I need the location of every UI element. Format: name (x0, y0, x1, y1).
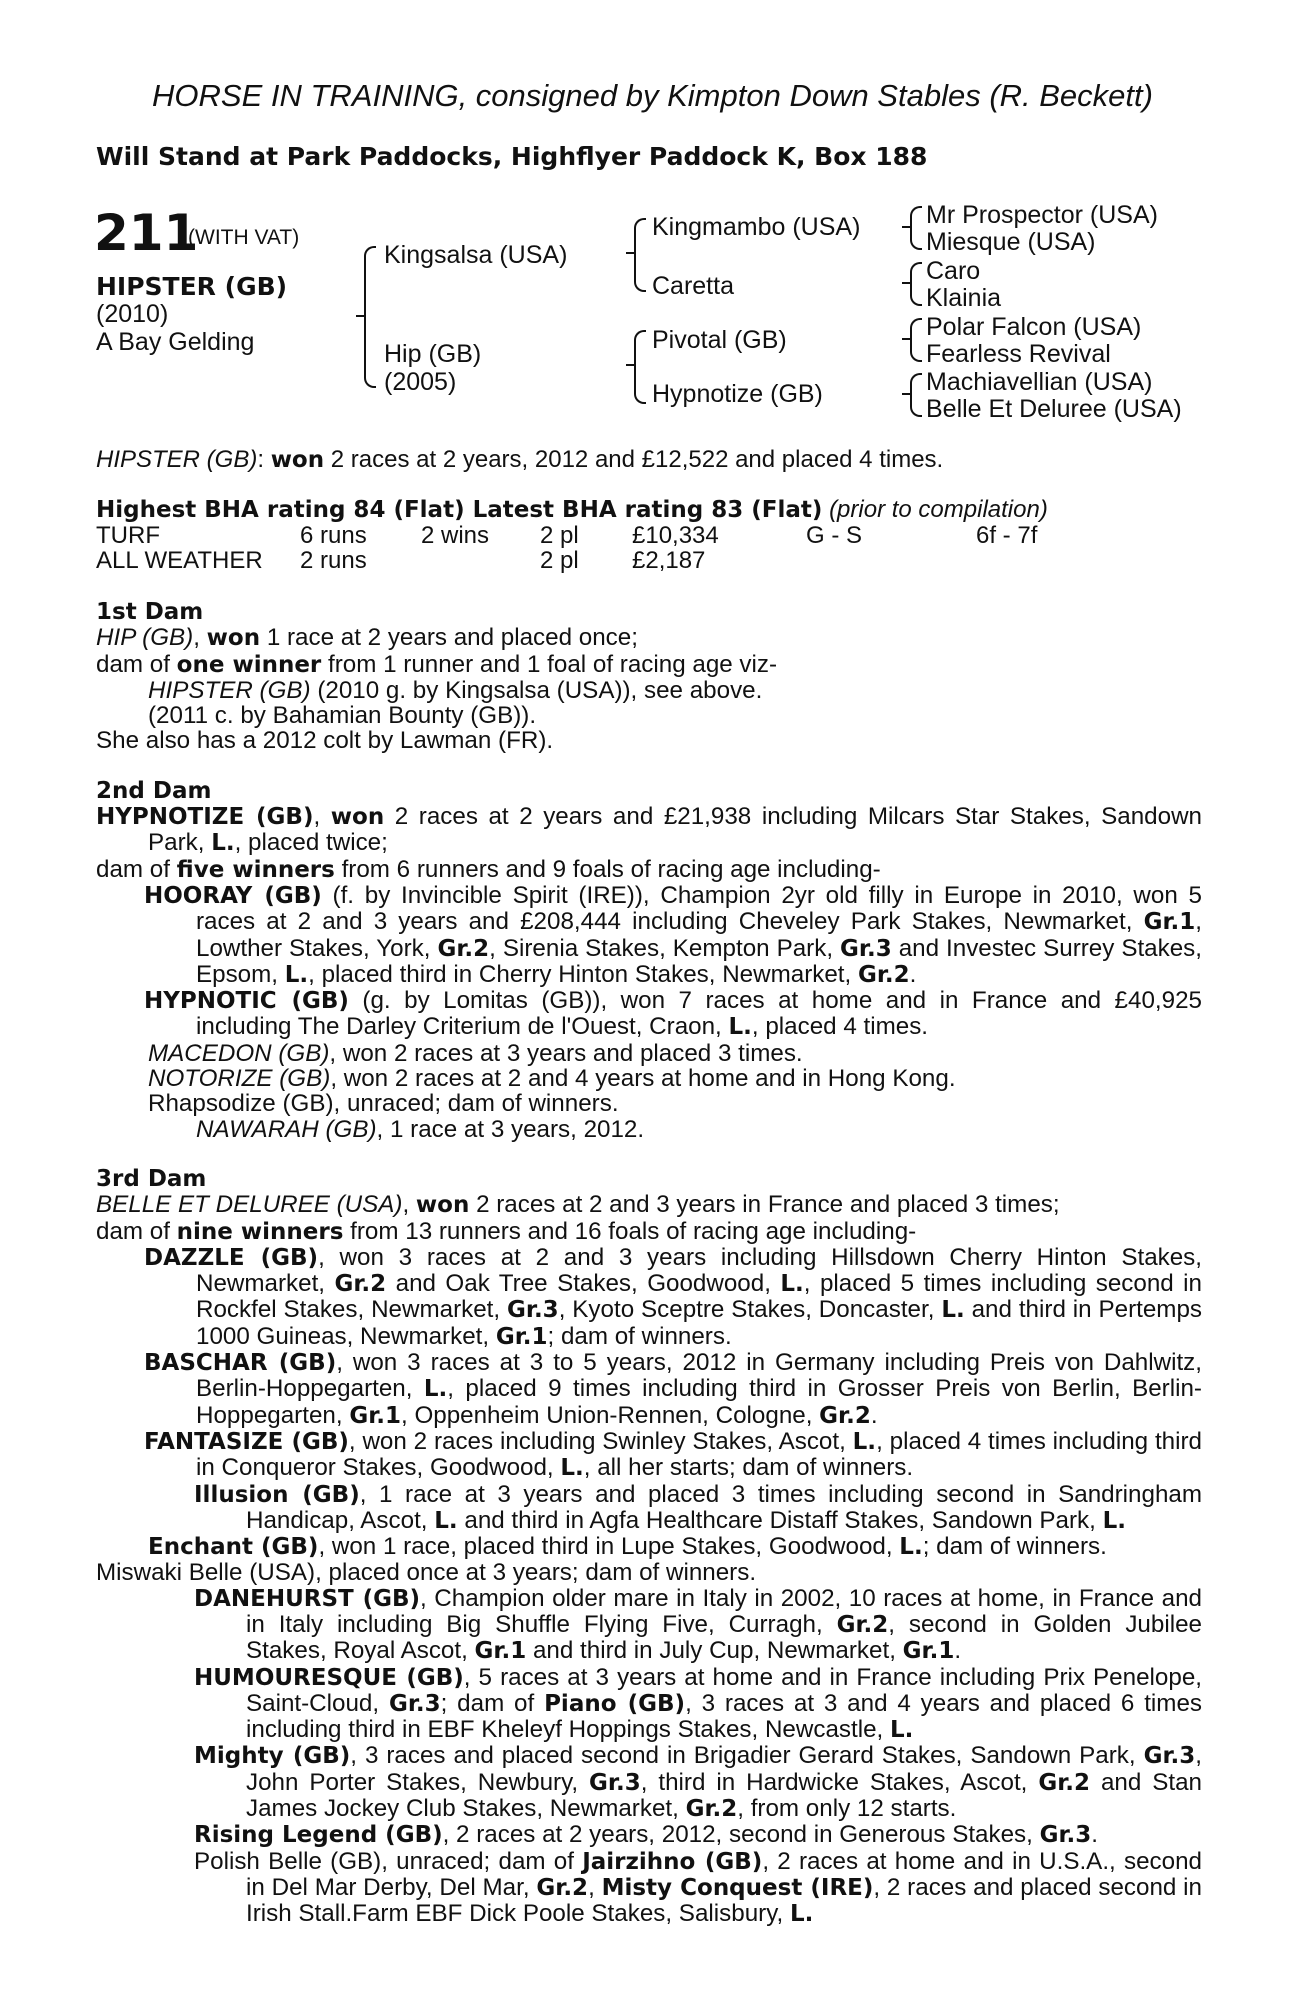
winners-count: one winner (176, 651, 322, 678)
horse-name: HIPSTER (GB) (96, 272, 288, 301)
progeny-entry: Rhapsodize (GB), unraced; dam of winners. (148, 1090, 619, 1118)
pedigree-brace-tick (626, 364, 634, 366)
vat-note: (WITH VAT) (188, 226, 300, 249)
stat-placed: 2 pl (540, 547, 579, 574)
progeny-entry: Miswaki Belle (USA), placed once at 3 years; dam of winners. (96, 1559, 757, 1587)
text: , Champion older mare in Italy in 2002, 10 races at home, in France and in Italy including Big Shuffle Flying Five, Curragh, (246, 1584, 1202, 1638)
text: , Kyoto Sceptre Stakes, Doncaster, (558, 1296, 942, 1324)
progeny-entry (96, 1041, 1202, 1066)
stat-wins: 2 wins (421, 522, 490, 549)
text: , placed twice; (234, 829, 388, 857)
sds: Caro (926, 257, 981, 285)
listed-mark: L. (1102, 1507, 1126, 1534)
pedigree-brace-tick (902, 338, 910, 340)
stat-distance: 6f - 7f (976, 522, 1038, 549)
text: , won 2 races at 2 and 4 years at home and in Hong Kong. (330, 1065, 956, 1093)
progeny-entry (96, 1066, 1202, 1091)
pedigree-brace (910, 206, 922, 250)
text: , Oppenheim Union-Rennen, Cologne, (401, 1401, 820, 1429)
listed-mark: L. (728, 1014, 752, 1041)
listed-mark: L. (560, 1455, 584, 1482)
dam-dam: Hypnotize (GB) (652, 380, 823, 408)
group-mark: Gr.2 (857, 961, 910, 988)
text: ; dam of winners. (547, 1322, 732, 1350)
stat-runs: 6 runs (300, 522, 367, 549)
text: . (954, 1637, 962, 1665)
race-record-table (96, 522, 1096, 574)
group-mark: Gr.2 (685, 1796, 738, 1823)
listed-mark: L. (211, 830, 235, 857)
text: , 2 races at 2 years, 2012, second in Generous Stakes, (442, 1821, 1040, 1849)
group-mark: Gr.2 (836, 1611, 889, 1638)
horse-description: A Bay Gelding (96, 328, 255, 356)
second-dam-name: HYPNOTIZE (GB) (96, 804, 314, 831)
first-dam-name: HIP (GB) (96, 624, 194, 652)
text: , won 3 races at 3 to 5 years, 2012 in Germany including Preis von Dahlwitz, Berlin-Hoppegarten, (196, 1349, 1202, 1403)
listed-mark: L. (852, 1428, 877, 1455)
progeny-name: NAWARAH (GB) (196, 1115, 377, 1143)
sire-sire: Kingmambo (USA) (652, 213, 861, 241)
progeny-name: FANTASIZE (GB) (144, 1428, 349, 1455)
group-mark: Gr.1 (349, 1402, 401, 1429)
text: , 1 race at 3 years, 2012. (376, 1115, 645, 1143)
listed-mark: L. (899, 1534, 923, 1561)
consignor-header: HORSE IN TRAINING, consigned by Kimpton Down Stables (R. Beckett) (152, 78, 1153, 113)
text: and third in Agfa Healthcare Distaff Stakes, Sandown Park, (457, 1506, 1103, 1534)
progeny-entry (96, 1117, 1202, 1142)
winners-count: five winners (176, 856, 335, 883)
won-label: won (330, 804, 385, 831)
group-mark: Gr.2 (437, 935, 490, 962)
dam: Hip (GB) (384, 340, 482, 368)
won-label: won (206, 625, 261, 652)
text: , 2 races and placed second in Irish Stall.Farm EBF Dick Poole Stakes, Salisbury, (246, 1873, 1202, 1928)
text: and Stan James Jockey Club Stakes, Newmarket, (246, 1768, 1202, 1823)
pedigree-brace-tick (356, 315, 364, 317)
progeny-detail: (2011 c. by Bahamian Bounty (GB)). (148, 702, 537, 730)
ddd: Belle Et Deluree (USA) (926, 395, 1182, 423)
stat-prize: £10,334 (632, 522, 719, 549)
text: , Lowther Stakes, York, (196, 908, 1202, 962)
text: , placed 4 times. (751, 1013, 929, 1041)
text: and third in July Cup, Newmarket, (526, 1637, 903, 1665)
second-dam-heading: 2nd Dam (96, 777, 212, 804)
text: . (870, 1401, 878, 1429)
text: , second in Golden Jubilee Stakes, Royal Ascot, (246, 1610, 1202, 1665)
listed-mark: L. (789, 1901, 814, 1928)
pedigree-brace-tick (902, 226, 910, 228)
progeny-entry (96, 1849, 1202, 1928)
pedigree-brace-tick (902, 282, 910, 284)
text: . (1091, 1821, 1098, 1849)
progeny-name: Illusion (GB) (194, 1481, 360, 1508)
summary-won: won (270, 447, 325, 473)
text: ; dam of winners. (922, 1533, 1107, 1561)
stat-runs: 2 runs (300, 547, 367, 574)
group-mark: Gr.3 (507, 1297, 559, 1324)
progeny-name: HYPNOTIC (GB) (144, 988, 349, 1015)
text: from 6 runners and 9 foals of racing age including- (334, 855, 881, 883)
progeny-name: Enchant (GB) (148, 1534, 319, 1561)
progeny-entry (96, 1743, 1202, 1822)
text: (g. by Lomitas (GB)), won 7 races at home and in France and £40,925 including The Darley Criterium de l'Ouest, Craon, (196, 987, 1202, 1041)
group-mark: Gr.1 (495, 1323, 548, 1350)
progeny-entry (96, 1482, 1202, 1535)
race-summary: HIPSTER (GB): won 2 races at 2 years, 2012 and £12,522 and placed 4 times. (96, 446, 944, 473)
sss: Mr Prospector (USA) (926, 201, 1158, 229)
text: Polish Belle (GB), unraced; dam of (194, 1847, 583, 1875)
second-dam: 2nd Dam HYPNOTIZE (GB), won 2 races at 2 years and £21,938 including Milcars Star Stakes, Sandown Park, L., placed twice; dam of five winners from 6 runners and 9 foals of racing age including- HOORAY (GB) (f. by Invincible Spirit (IRE)), Champion 2yr old filly in Europe in 2010, won 5 races at 2 and 3 years and £208,444 including Cheveley Park Stakes, Newmarket, Gr.1, Lowther Stakes, York, Gr.2, Sirenia Stakes, Kempton Park, Gr.3 and Investec Surrey Stakes, Epsom, L., placed third in Cherry Hinton Stakes, Newmarket, Gr.2. HYPNOTIC (GB) (g. by Lomitas (GB)), won 7 races at home and in France and £40,925 including The Darley Criterium de l'Ouest, Craon, L., placed 4 times. MACEDON (GB), won 2 races at 3 years and placed 3 times. NOTORIZE (GB), won 2 races at 2 and 4 years at home and in Hong Kong. Rhapsodize (GB), unraced; dam of winners. NAWARAH (GB), 1 race at 3 years, 2012. (96, 777, 1202, 1143)
text: from 13 runners and 16 foals of racing age including- (343, 1217, 917, 1245)
bha-ratings: Highest BHA rating 84 (Flat) Latest BHA rating 83 (Flat) (96, 497, 823, 523)
progeny-entry (96, 1586, 1202, 1665)
stat-prize: £2,187 (632, 547, 706, 574)
progeny-entry (96, 883, 1202, 988)
group-mark: Gr.2 (334, 1271, 387, 1298)
ssd: Miesque (USA) (926, 228, 1096, 256)
summary-horse-name: HIPSTER (GB) (96, 446, 258, 473)
group-mark: Gr.2 (1038, 1769, 1091, 1796)
text: , 3 races and placed second in Brigadier Gerard Stakes, Sandown Park, (350, 1742, 1144, 1770)
progeny-name: Piano (GB) (544, 1690, 686, 1717)
group-mark: Gr.3 (1039, 1822, 1092, 1849)
text: and Oak Tree Stakes, Goodwood, (386, 1270, 781, 1298)
progeny-name: Jairzihno (GB) (582, 1848, 763, 1875)
text: , 5 races at 3 years at home and in France including Prix Penelope, Saint-Cloud, (246, 1663, 1202, 1717)
text: , 2 races at home and in U.S.A., second in Del Mar Derby, Del Mar, (246, 1847, 1202, 1901)
third-dam-heading: 3rd Dam (96, 1165, 207, 1192)
first-dam: 1st Dam HIP (GB), won 1 race at 2 years and placed once; dam of one winner from 1 runner and 1 foal of racing age viz- HIPSTER (GB) (2010 g. by Kingsalsa (USA)), see above. (2011 c. by Bahamian Bounty (GB)). She also has a 2012 colt by Lawman (FR). (96, 600, 1202, 754)
progeny-name: Mighty (GB) (194, 1743, 351, 1770)
group-mark: Gr.1 (474, 1638, 527, 1665)
first-dam-heading: 1st Dam (96, 599, 204, 625)
first-dam-record: 1 race at 2 years and placed once; (260, 624, 638, 652)
progeny-name: HIPSTER (GB) (148, 676, 311, 704)
listed-mark: L. (941, 1297, 965, 1324)
progeny-entry (96, 1822, 1202, 1848)
text: and third in Pertemps 1000 Guineas, Newmarket, (196, 1296, 1202, 1350)
text: , won 2 races including Swinley Stakes, Ascot, (348, 1427, 853, 1455)
group-mark: Gr.3 (589, 1769, 641, 1796)
dsd: Fearless Revival (926, 340, 1111, 368)
text: , from only 12 starts. (737, 1795, 957, 1823)
progeny-detail: (2010 g. by Kingsalsa (USA)), see above. (310, 676, 763, 704)
pedigree-brace (634, 218, 646, 292)
sire: Kingsalsa (USA) (384, 241, 568, 269)
progeny-name: HOORAY (GB) (144, 882, 322, 909)
progeny-entry (96, 1665, 1202, 1744)
pedigree-brace-tick (626, 252, 634, 254)
listed-mark: L. (889, 1717, 914, 1744)
third-dam: 3rd Dam BELLE ET DELUREE (USA), won 2 races at 2 and 3 years in France and placed 3 times; dam of nine winners from 13 runners and 16 foals of racing age including- DAZZLE (GB), won 3 races at 2 and 3 years including Hillsdown Cherry Hinton Stakes, Newmarket, Gr.2 and Oak Tree Stakes, Goodwood, L., placed 5 times including second in Rockfel Stakes, Newmarket, Gr.3, Kyoto Sceptre Stakes, Doncaster, L. and third in Pertemps 1000 Guineas, Newmarket, Gr.1; dam of winners. BASCHAR (GB), won 3 races at 3 to 5 years, 2012 in Germany including Preis von Dahlwitz, Berlin-Hoppegarten, L., placed 9 times including third in Grosser Preis von Berlin, Berlin-Hoppegarten, Gr.1, Oppenheim Union-Rennen, Cologne, Gr.2. FANTASIZE (GB), won 2 races including Swinley Stakes, Ascot, L., placed 4 times including third in Conqueror Stakes, Goodwood, L., all her starts; dam of winners. Illusion (GB), 1 race at 3 years and placed 3 times including second in Sandringham Handicap, Ascot, L. and third in Agfa Healthcare Distaff Stakes, Sandown Park, L. Enchant (GB), won 1 race, placed third in Lupe Stakes, Goodwood, L.; dam of winners. Miswaki Belle (USA), placed once at 3 years; dam of winners. DANEHURST (GB), Champion older mare in Italy in 2002, 10 races at home, in France and in Italy including Big Shuffle Flying Five, Curragh, Gr.2, second in Golden Jubilee Stakes, Royal Ascot, Gr.1 and third in July Cup, Newmarket, Gr.1. HUMOURESQUE (GB), 5 races at 3 years at home and in France including Prix Penelope, Saint-Cloud, Gr.3; dam of Piano (GB), 3 races at 3 and 4 years and placed 6 times including third in EBF Kheleyf Hoppings Stakes, Newcastle, L. Mighty (GB), 3 races and placed second in Brigadier Gerard Stakes, Sandown Park, Gr.3, John Porter Stakes, Newbury, Gr.3, third in Hardwicke Stakes, Ascot, Gr.2 and Stan James Jockey Club Stakes, Newmarket, Gr.2, from only 12 starts. Rising Legend (GB), 2 races at 2 years, 2012, second in Generous Stakes, Gr.3. Polish Belle (GB), unraced; dam of Jairzihno (GB), 2 races at home and in U.S.A., second in Del Mar Derby, Del Mar, Gr.2, Misty Conquest (IRE), 2 races and placed second in Irish Stall.Farm EBF Dick Poole Stakes, Salisbury, L. (96, 1165, 1203, 1928)
text: , placed third in Cherry Hinton Stakes, Newmarket, (308, 960, 858, 988)
dam-year: (2005) (384, 368, 457, 396)
group-mark: Gr.3 (840, 935, 892, 962)
text: dam of (96, 650, 177, 678)
first-dam-note: She also has a 2012 colt by Lawman (FR). (96, 727, 554, 755)
stat-surface: TURF (96, 522, 160, 549)
progeny-name: Rising Legend (GB) (194, 1822, 443, 1849)
progeny-entry (96, 1534, 1202, 1560)
group-mark: Gr.2 (819, 1402, 871, 1429)
progeny-entry (96, 1245, 1202, 1350)
text: , 1 race at 3 years and placed 3 times including second in Sandringham Handicap, Ascot, (246, 1480, 1202, 1534)
text: ; dam of (440, 1689, 545, 1717)
text: , Sirenia Stakes, Kempton Park, (489, 934, 841, 962)
text: , placed 4 times including third in Conqueror Stakes, Goodwood, (196, 1427, 1203, 1482)
text: , placed 5 times including second in Rockfel Stakes, Newmarket, (196, 1270, 1203, 1324)
listed-mark: L. (780, 1271, 804, 1298)
pedigree-brace (910, 262, 922, 306)
dam-sire: Pivotal (GB) (652, 326, 787, 354)
progeny-name: Misty Conquest (IRE) (601, 1874, 874, 1901)
progeny-name: HUMOURESQUE (GB) (194, 1664, 464, 1691)
stats-row-turf (96, 522, 1096, 547)
lot-number: 211 (94, 204, 199, 262)
progeny-entry (96, 1429, 1202, 1482)
text: , won 1 race, placed third in Lupe Stakes, Goodwood, (318, 1533, 900, 1561)
progeny-name: BASCHAR (GB) (144, 1350, 337, 1377)
winners-count: nine winners (176, 1218, 344, 1245)
stats-row-aw (96, 547, 1096, 572)
stat-going: G - S (806, 522, 863, 549)
text: , placed 9 times including third in Grosser Preis von Berlin, Berlin-Hoppegarten, (196, 1375, 1202, 1429)
stat-surface: ALL WEATHER (96, 547, 263, 574)
text: , won 3 races at 2 and 3 years including Hillsdown Cherry Hinton Stakes, Newmarket, (196, 1243, 1203, 1298)
dds: Machiavellian (USA) (926, 368, 1153, 396)
pedigree-brace (910, 318, 922, 362)
text: , 3 races at 3 and 4 years and placed 6 times including third in EBF Kheleyf Hoppings Stakes, Newcastle, (246, 1689, 1203, 1744)
text: dam of (96, 1217, 177, 1245)
sire-dam: Caretta (652, 272, 734, 300)
text: and Investec Surrey Stakes, Epsom, (196, 934, 1202, 988)
text: dam of (96, 855, 177, 883)
dam-section (96, 600, 1202, 1928)
text: , won 2 races at 3 years and placed 3 times. (329, 1039, 803, 1067)
listed-mark: L. (284, 961, 309, 988)
rating-line (96, 496, 1048, 524)
text: , (588, 1873, 602, 1901)
text: 2 races at 2 and 3 years in France and placed 3 times; (469, 1191, 1060, 1219)
foaling-year: (2010) (96, 300, 169, 328)
stat-placed: 2 pl (540, 522, 579, 549)
text: , all her starts; dam of winners. (583, 1454, 914, 1482)
group-mark: Gr.1 (1143, 909, 1196, 936)
progeny-name: MACEDON (GB) (148, 1039, 330, 1067)
pedigree-brace-tick (902, 393, 910, 395)
group-mark: Gr.2 (536, 1874, 589, 1901)
text: (f. by Invincible Spirit (IRE)), Champion 2yr old filly in Europe in 2010, won 5 races at 2 and 3 years and £208,444 including Cheveley Park Stakes, Newmarket, (196, 881, 1202, 936)
text: from 1 runner and 1 foal of racing age viz- (321, 650, 778, 678)
third-dam-name: BELLE ET DELUREE (USA) (96, 1191, 403, 1219)
rating-note: (prior to compilation) (829, 496, 1048, 523)
text: , third in Hardwicke Stakes, Ascot, (640, 1768, 1039, 1796)
progeny-name: DAZZLE (GB) (144, 1244, 319, 1271)
progeny-name: NOTORIZE (GB) (148, 1065, 331, 1093)
pedigree-brace (910, 373, 922, 417)
sdd: Klainia (926, 284, 1002, 312)
group-mark: Gr.3 (388, 1690, 441, 1717)
listed-mark: L. (434, 1507, 458, 1534)
group-mark: Gr.1 (902, 1638, 955, 1665)
group-mark: Gr.3 (1143, 1743, 1196, 1770)
text: . (909, 960, 917, 988)
summary-text: 2 races at 2 years, 2012 and £12,522 and placed 4 times. (324, 446, 944, 473)
progeny-entry (96, 1350, 1202, 1429)
progeny-entry (96, 988, 1202, 1041)
won-label: won (415, 1192, 470, 1219)
text: 2 races at 2 years and £21,938 including Milcars Star Stakes, Sandown Park, (148, 803, 1202, 857)
progeny-name: DANEHURST (GB) (194, 1585, 421, 1612)
pedigree-brace (364, 246, 376, 388)
pedigree-brace (634, 330, 646, 404)
text: , John Porter Stakes, Newbury, (246, 1742, 1202, 1796)
dss: Polar Falcon (USA) (926, 313, 1142, 341)
stand-location: Will Stand at Park Paddocks, Highflyer Paddock K, Box 188 (96, 142, 928, 171)
listed-mark: L. (423, 1376, 448, 1403)
